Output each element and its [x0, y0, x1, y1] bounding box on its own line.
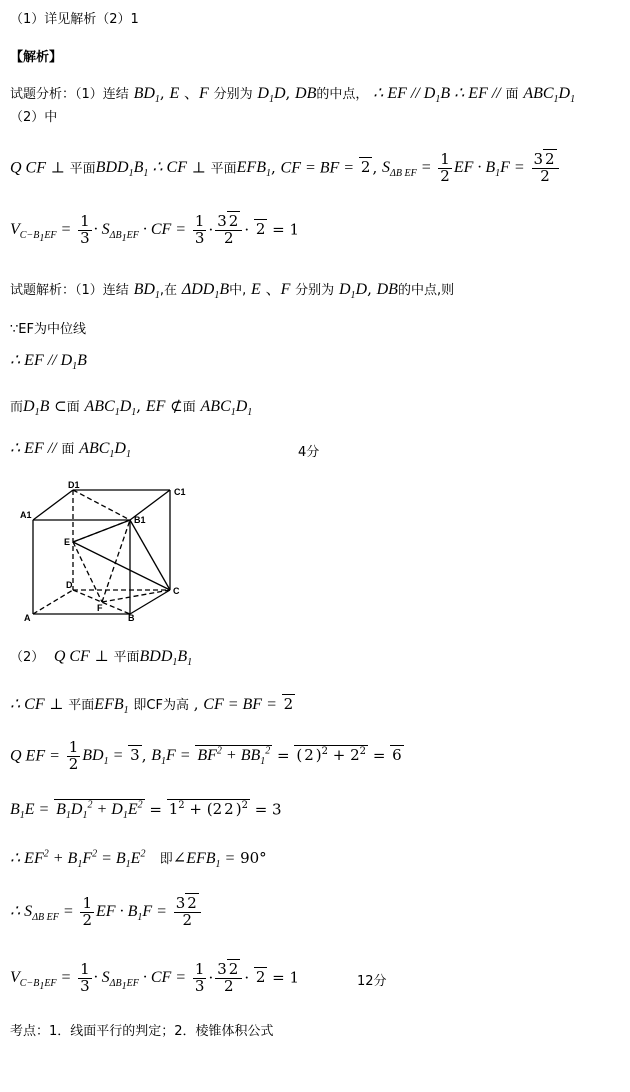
solution-part1-mid: 中,	[229, 283, 247, 298]
height-note: 即CF为高	[133, 698, 189, 713]
part2-line-3: Q EF = $\frac{1}{2}$ $BD_1 = 3$ , $B_1F = BF^2 + BB_1^2$ = ( 2 )$^2 + 2^2 = 6$	[10, 738, 402, 773]
analysis-part2-label: （2）中	[10, 110, 58, 125]
label-d1: D1	[68, 480, 80, 490]
analysis-part1-mid: 分别为	[213, 87, 253, 102]
label-c1: C1	[174, 487, 186, 497]
solution-part1-in: ,在	[159, 283, 178, 298]
solution-part1-end: 的中点,则	[397, 283, 455, 298]
label-c: C	[173, 586, 180, 596]
analysis-label: 试题分析：	[10, 87, 76, 102]
label-e: E	[64, 537, 71, 547]
part2-line-7: $V_{C-B_1EF}$ = $\frac{1}{3}$ · $S_{\Delta B_1EF}$ · CF = $\frac{1}{3}$ · $\frac{3 2}{2}$ · 2 = 1	[10, 960, 300, 995]
knowledge-points: 考点：1．线面平行的判定；2．棱锥体积公式	[10, 1024, 274, 1039]
edge-ec	[73, 542, 170, 590]
cube-figure	[18, 480, 198, 622]
solution-line-1: 试题解析：（1）连结 $BD_1$,在 $\Delta DD_1B$中, E 、F 分别为 $D_1D$, DB的中点,则	[10, 280, 455, 302]
answer-summary: （1）详见解析（2）1	[10, 12, 139, 27]
edge-ad	[33, 590, 73, 614]
label-f: F	[97, 603, 103, 613]
score-12: 12分	[357, 974, 387, 989]
label-b: B	[128, 613, 135, 622]
analysis-line-1: 试题分析：（1）连结 $BD_1$, E 、F 分别为 $D_1D$, DB的中点， ∴ EF // $D_1B$ ∴ EF // 面 $ABC_1D_1$	[10, 84, 576, 106]
part2-line-6: ∴ $S_{\Delta B EF}$ = $\frac{1}{2}$ EF · $B_1F$ = $\frac{3 2}{2}$	[10, 896, 203, 929]
edge-ef	[73, 542, 102, 602]
part2-line-4: $B_1E = B_1D_1^2 + D_1E^2 = 1^2 + (2$ 2 )$^2$ = 3	[10, 800, 282, 822]
solution-label: 试题解析：	[10, 283, 76, 298]
solution-part1-mid2: 分别为	[295, 283, 335, 298]
conclusion-1: ∴ EF // 面 $ABC_1D_1$	[10, 440, 131, 461]
parallel-statement: ∴ EF // $D_1B$	[10, 352, 87, 373]
label-a1: A1	[20, 510, 32, 520]
containment-statement: 而$D_1B$ ⊂面 $ABC_1D_1$, EF ⊄面 $ABC_1D_1$	[10, 397, 253, 419]
part2-line-2: ∴ CF ⊥ 平面$EFB_1$ 即CF为高 , CF = BF = 2	[10, 695, 294, 717]
analysis-part1-mid2: 的中点，	[316, 87, 369, 102]
score-4: 4分	[298, 445, 320, 460]
edge-d1b1-dash	[73, 490, 130, 520]
solution-part2-label: （2）	[10, 650, 45, 665]
edge-a1d1	[33, 490, 73, 520]
analysis-line-3: $V_{C-B_1EF}$ = $\frac{1}{3}$ · $S_{\Delta B_1EF}$ · CF = $\frac{1}{3}$ · $\frac{3 2}{2}$ · 2 = 1	[10, 212, 300, 247]
label-d: D	[66, 580, 73, 590]
part2-line-5: ∴ $EF^2 + B_1F^2 = B_1E^2$ 即$\angle EFB_1 = 90^\circ$	[10, 848, 267, 871]
midline-statement: ∵EF为中位线	[10, 322, 86, 337]
analysis-part1-prefix: （1）连结	[75, 87, 129, 102]
section-label: 【解析】	[10, 50, 63, 65]
part2-line-1: （2） Q CF ⊥ 平面$BDD_1B_1$	[10, 647, 193, 669]
label-a: A	[24, 613, 31, 622]
label-b1: B1	[134, 515, 146, 525]
solution-part1-prefix: （1）连结	[75, 283, 129, 298]
analysis-line-2: Q CF ⊥ 平面$BDD_1B_1$ ∴ CF ⊥ 平面$EFB_1$, CF = BF = 2 , $S_{\Delta B EF}$ = $\frac{1}{2}$ EF · $B_1F$ = $\frac{3 2}{2}$	[10, 152, 561, 185]
